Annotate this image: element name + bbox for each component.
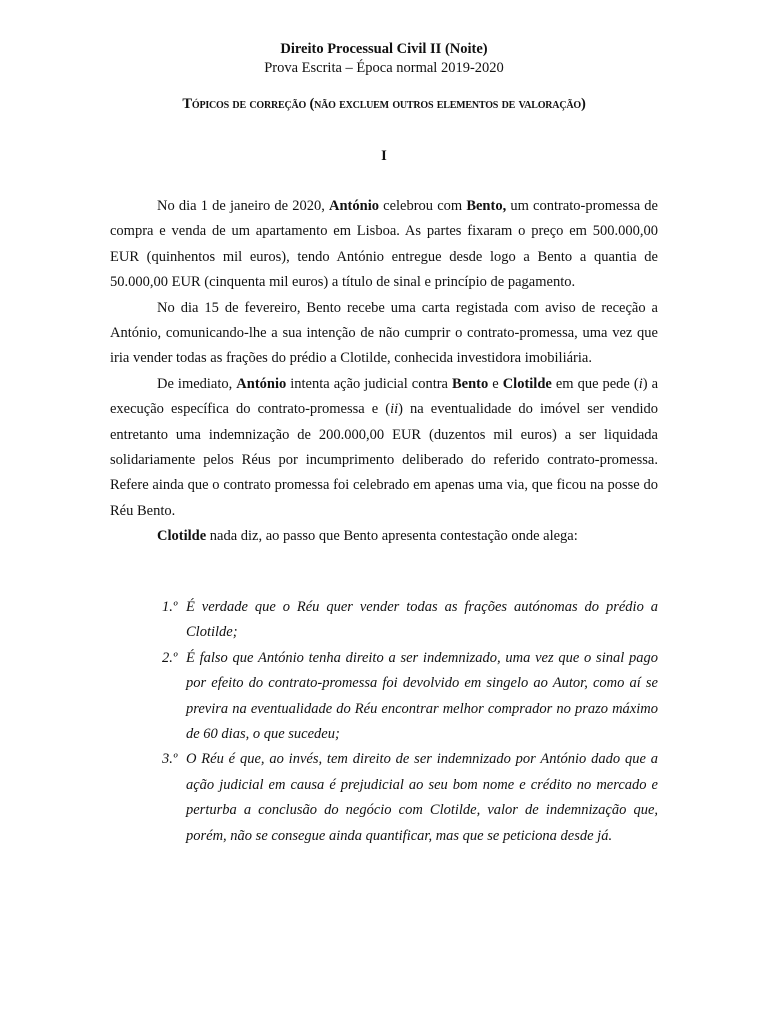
- paragraph-defense: [110, 524, 658, 549]
- claim-text: É verdade que o Réu quer vender todas as frações autónomas do prédio a Clotilde;: [186, 599, 658, 641]
- claim-number: 2.º: [162, 649, 178, 666]
- text-run: nada diz, ao passo que Bento apresenta contestação onde alega:: [206, 528, 578, 545]
- party-name-antonio: António: [236, 375, 287, 392]
- text-run: No dia 1 de janeiro de 2020,: [157, 198, 330, 214]
- case-statement: [110, 194, 658, 550]
- paragraph-letter: No dia 15 de fevereiro, Bento recebe uma carta registada com aviso de receção a António, comunicando-lhe a sua intenção de não cumprir o contrato-promessa, uma vez que iria vender todas as frações do prédio a Clotilde, conhecida investidora imobiliária.: [110, 299, 658, 367]
- defense-claims-list: [110, 595, 658, 849]
- text-run: ) na eventualidade do imóvel ser vendido entretanto uma indemnização de 200.000,00 EUR (duzentos mil euros) a ser liquidada solidariamente pelos Réus por incumprimento deliberado do referido contrato-promessa. Refere ainda que o contrato promessa foi celebrado em apenas uma via, que ficou na posse do Réu Bento.: [110, 401, 658, 519]
- exam-subtitle: Prova Escrita – Época normal 2019-2020: [264, 60, 504, 76]
- claim-number: 3.º: [162, 751, 178, 768]
- text-run: ) a execução específica do contrato-promessa e (: [110, 375, 659, 418]
- section-number: I: [381, 148, 387, 164]
- claim-text: O Réu é que, ao invés, tem direito de ser indemnizado por António dado que a ação judicial em causa é prejudicial ao seu bom nome e crédito no mercado e perturba a conclusão do negócio com Clotilde, valor de indemnização que, porém, não se consegue ainda quantificar, mas que se peticiona desde já.: [186, 751, 658, 844]
- party-name-bento: Bento: [452, 375, 489, 392]
- text-run: um contrato-promessa de compra e venda de um apartamento em Lisboa. As partes fixaram o preço em 500.000,00 EUR (quinhentos mil euros), tendo António entregue desde logo a Bento a quantia de 50.000,00 EUR (cinquenta mil euros) a título de sinal e princípio de pagamento.: [110, 198, 658, 291]
- text-run: e: [488, 375, 503, 392]
- item-marker-i: i: [638, 375, 643, 392]
- text-run: celebrou com: [378, 198, 467, 214]
- defense-claim: [110, 595, 658, 646]
- paragraph-lawsuit: [110, 372, 658, 524]
- paragraph-contract: [110, 194, 658, 296]
- party-name-clotilde: Clotilde: [157, 528, 207, 545]
- text-run: De imediato,: [157, 375, 237, 392]
- party-name-clotilde: Clotilde: [502, 375, 552, 392]
- item-marker-ii: ii: [390, 401, 399, 418]
- claim-number: 1.º: [162, 599, 178, 615]
- defense-claim: [110, 646, 658, 748]
- course-title: Direito Processual Civil II (Noite): [280, 41, 488, 57]
- text-run: intenta ação judicial contra: [286, 375, 452, 392]
- claim-text: É falso que António tenha direito a ser indemnizado, uma vez que o sinal pago por efeito do contrato-promessa foi devolvido em singelo ao Autor, como aí se previra na eventualidade do Réu encontrar melhor comprador no prazo máximo de 60 dias, o que sucedeu;: [186, 649, 658, 743]
- party-name-bento: Bento,: [466, 198, 507, 214]
- topics-heading: Tópicos de correção (não excluem outros elementos de valoração): [182, 96, 586, 112]
- defense-claim: [110, 747, 658, 849]
- text-run: em que pede (: [551, 375, 639, 392]
- party-name-antonio: António: [329, 198, 379, 214]
